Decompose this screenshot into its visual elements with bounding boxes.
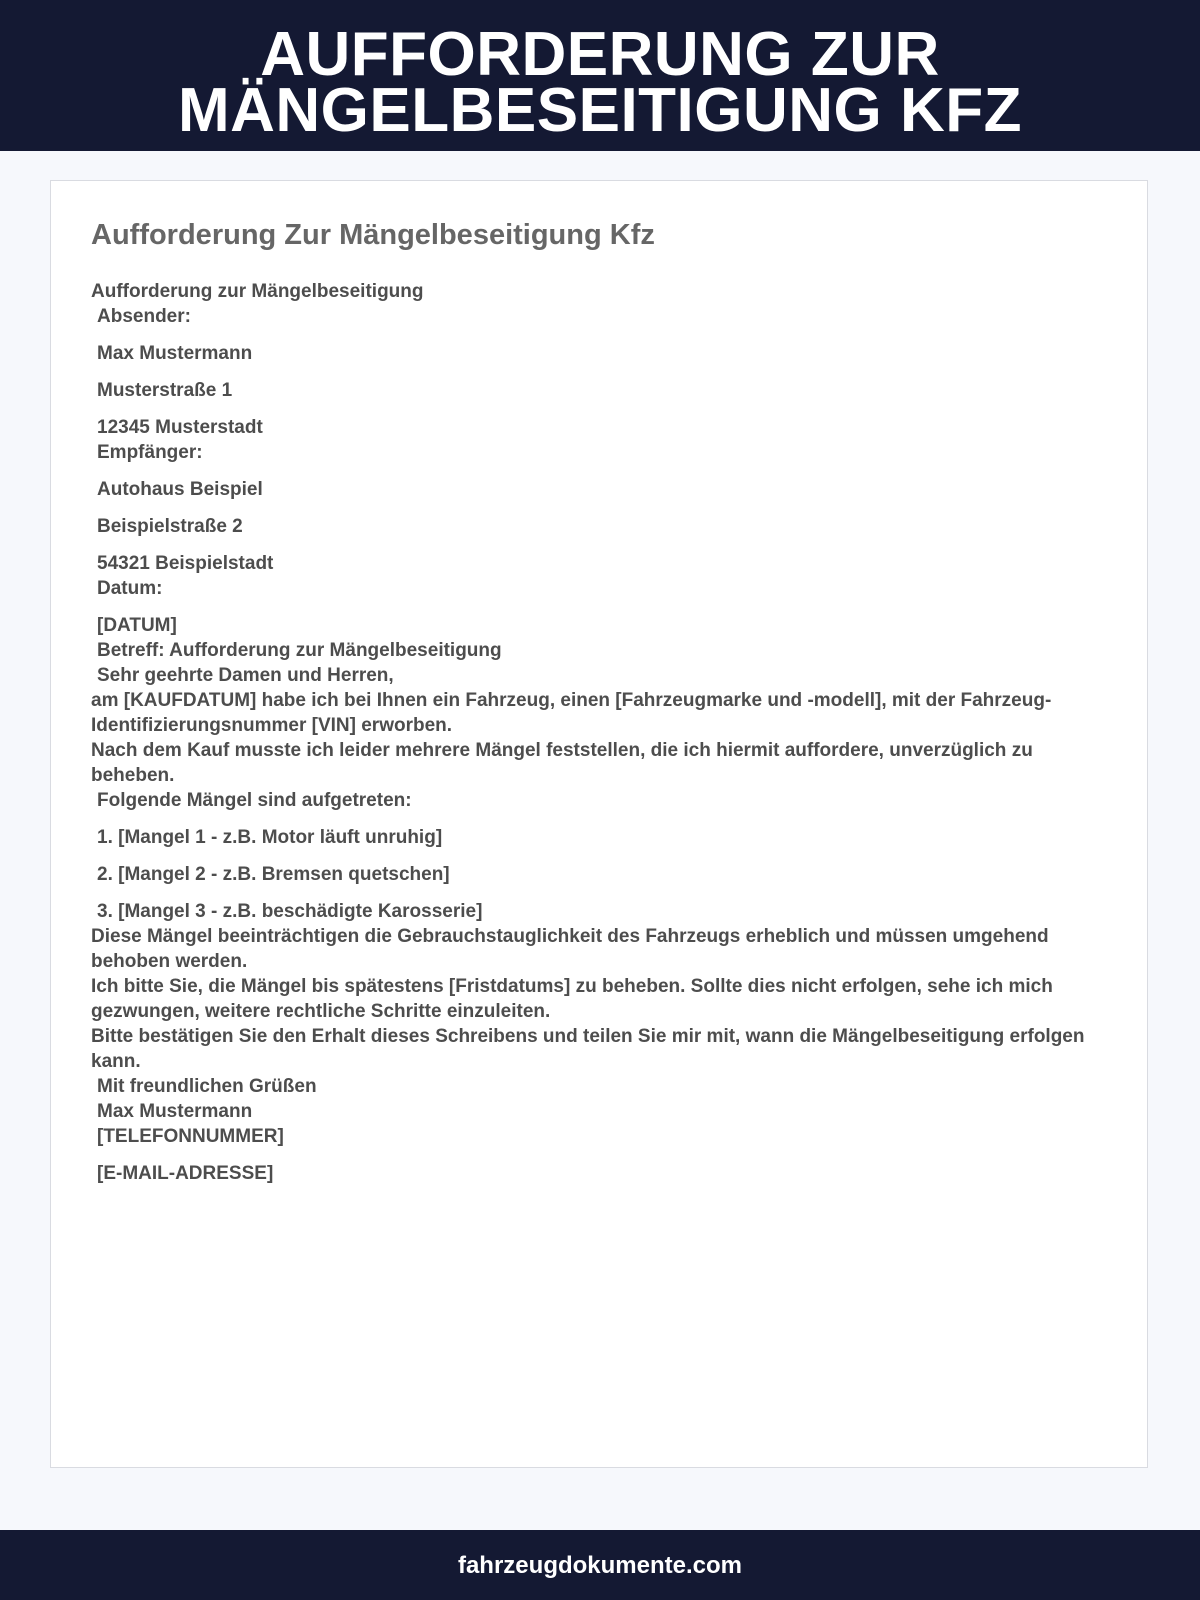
footer-site-name: fahrzeugdokumente.com (457, 1552, 743, 1579)
sender-street: Musterstraße 1 (97, 380, 233, 401)
salutation: Sehr geehrte Damen und Herren, (97, 665, 394, 686)
title-banner (0, 0, 1200, 151)
sender-name: Max Mustermann (97, 343, 253, 364)
paragraph-defects-found: Nach dem Kauf musste ich leider mehrere Mängel feststellen, die ich hiermit auffordere, unverzüglich zu beheben. (91, 740, 1033, 786)
paragraph-deadline: Ich bitte Sie, die Mängel bis spätestens [Fristdatums] zu beheben. Sollte dies nicht erfolgen, sehe ich mich gezwungen, weitere rechtliche Schritte einzuleiten. (91, 976, 1053, 1022)
recipient-label: Empfänger: (97, 442, 203, 463)
email-placeholder: [E-MAIL-ADRESSE] (97, 1163, 274, 1184)
letter-subject-title: Aufforderung zur Mängelbeseitigung (91, 281, 424, 302)
paragraph-purchase: am [KAUFDATUM] habe ich bei Ihnen ein Fahrzeug, einen [Fahrzeugmarke und -modell], mit der Fahrzeug-Identifizierungsnummer [VIN] erworben. (91, 690, 1052, 736)
recipient-name: Autohaus Beispiel (97, 479, 263, 500)
paragraph-impact: Diese Mängel beeinträchtigen die Gebrauchstauglichkeit des Fahrzeugs erheblich und müssen umgehend behoben werden. (91, 926, 1049, 972)
closing: Mit freundlichen Grüßen (97, 1076, 317, 1097)
letter-body (91, 279, 1101, 1186)
sender-label: Absender: (97, 306, 191, 327)
paragraph-confirm: Bitte bestätigen Sie den Erhalt dieses Schreibens und teilen Sie mir mit, wann die Mängelbeseitigung erfolgen kann. (91, 1026, 1085, 1072)
banner-title: AUFFORDERUNG ZUR MÄNGELBESEITIGUNG KFZ (177, 20, 1023, 145)
defect-item: 3. [Mangel 3 - z.B. beschädigte Karosserie] (97, 901, 483, 922)
recipient-city: 54321 Beispielstadt (97, 553, 274, 574)
document-heading: Aufforderung Zur Mängelbeseitigung Kfz (91, 219, 655, 251)
phone-placeholder: [TELEFONNUMMER] (97, 1126, 284, 1147)
defect-item: 1. [Mangel 1 - z.B. Motor läuft unruhig] (97, 827, 443, 848)
signature-name: Max Mustermann (97, 1101, 253, 1122)
defect-item: 2. [Mangel 2 - z.B. Bremsen quetschen] (97, 864, 450, 885)
footer-bar (0, 1530, 1200, 1600)
recipient-street: Beispielstraße 2 (97, 516, 243, 537)
defects-intro: Folgende Mängel sind aufgetreten: (97, 790, 412, 811)
date-value: [DATUM] (97, 615, 177, 636)
date-label: Datum: (97, 578, 163, 599)
subject-line: Betreff: Aufforderung zur Mängelbeseitigung (97, 640, 502, 661)
sender-city: 12345 Musterstadt (97, 417, 263, 438)
document-card (50, 180, 1148, 1468)
